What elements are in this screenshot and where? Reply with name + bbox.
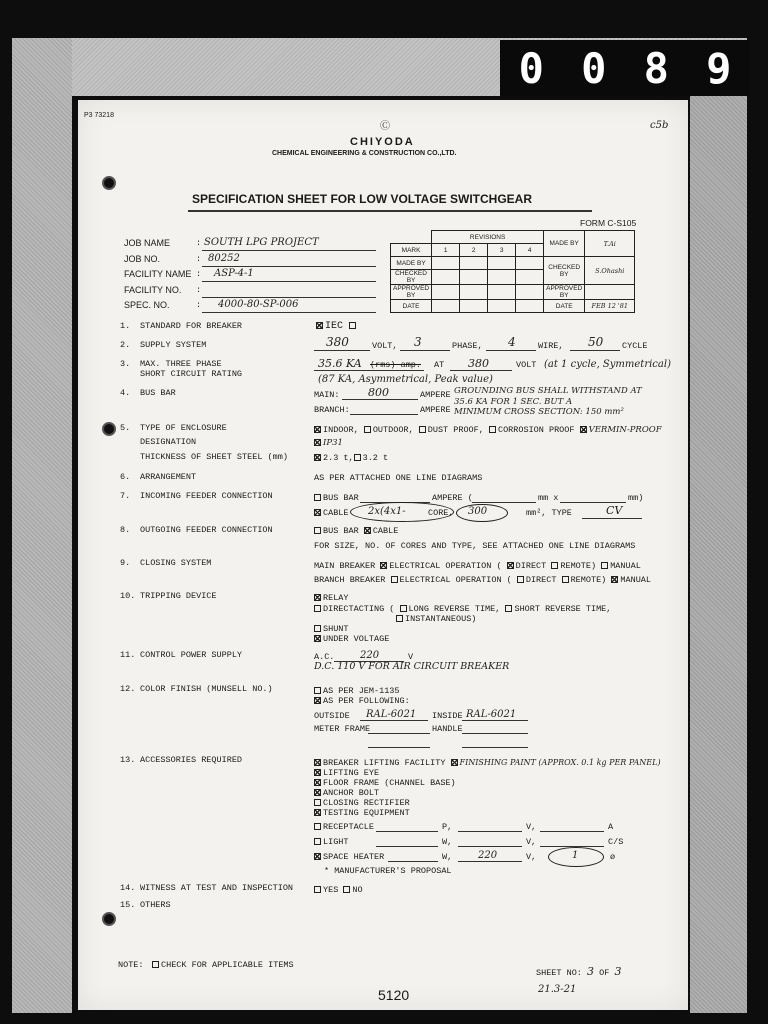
outgoing-options [314,527,398,536]
facility-no-label: FACILITY NO. [124,285,182,295]
item-number: 1. [120,321,131,331]
field-line [486,350,536,351]
checkbox-icon [314,625,321,632]
revision-mark: 3 [488,244,516,257]
item-number: 13. [120,755,136,765]
ip-value: IP31 [323,438,343,448]
outside-color-value: RAL-6021 [366,709,417,720]
p-unit: P, [442,822,453,832]
volt-unit: VOLT, [372,341,398,351]
scan-border-right [690,96,747,1013]
checkbox-icon [314,789,321,796]
directacting-option [314,605,611,614]
checkbox-icon [316,322,323,329]
rev-approved-by-label: APPROVED BY [391,285,432,300]
outgoing-note: FOR SIZE, NO. OF CORES AND TYPE, SEE ATTACHED ONE LINE DIAGRAMS [314,541,636,551]
field-line [400,350,450,351]
item-number: 7. [120,491,131,501]
made-by-value: T.Ai [585,231,635,257]
manufacturer-note: * MANUFACTURER'S PROPOSAL [324,866,452,876]
accessories-label: ACCESSORIES REQUIRED [140,755,243,765]
ac-label: A.C. [314,652,335,662]
checkbox-icon [580,426,587,433]
rev-checked-by-label: CHECKED BY [391,270,432,285]
ampere-label: AMPERE [420,390,451,400]
supply-cycle-value: 50 [588,335,604,349]
supply-system-label: SUPPLY SYSTEM [140,340,207,350]
checkbox-icon [314,853,321,860]
counter-digit: 0 [581,43,607,93]
facility-name-label: FACILITY NAME [124,269,192,279]
company-name: CHIYODA [350,136,415,148]
enclosure-options [314,426,662,435]
field-line [570,350,620,351]
no-label: NO [352,885,363,895]
made-by-label: MADE BY [544,231,585,257]
designation-option [314,439,343,448]
supply-volt-value: 380 [326,335,349,349]
sheet-total: 3 [614,965,622,978]
field-line [450,370,512,371]
punch-hole-icon [102,176,116,190]
branch-label: BRANCH: [314,405,350,415]
inside-label: INSIDE [432,711,463,721]
checkbox-icon [314,838,321,845]
outdoor-label: OUTDOOR, [372,425,414,435]
short-circuit-label-1: MAX. THREE PHASE [140,359,222,369]
form-reference: P3 73218 [84,112,114,119]
cycle-unit: CYCLE [622,341,648,351]
a-unit: A [608,822,614,832]
checkbox-icon [451,759,458,766]
thickness-label: THICKNESS OF SHEET STEEL (mm) [140,452,288,462]
sheet-no: 3 [587,965,595,978]
item-number: 11. [120,650,136,660]
wire-unit: WIRE, [538,341,564,351]
rev-date-label: DATE [391,300,432,313]
field-line [342,399,418,400]
short-reverse-label: SHORT REVERSE TIME, [514,604,612,614]
corner-code: c5b [650,120,669,131]
checkbox-icon [551,562,558,569]
accessory-floor-frame [314,779,456,788]
inside-color-value: RAL-6021 [466,709,517,720]
short-circuit-note-2: (87 KA, Asymmetrical, Peak value) [318,374,493,385]
shunt-label: SHUNT [323,624,349,634]
spec-no-label: SPEC. NO. [124,300,170,310]
item-number: 9. [120,558,131,568]
short-circuit-label-2: SHORT CIRCUIT RATING [140,369,243,379]
approved-by-label: APPROVED BY [544,285,585,300]
facility-name-value: ASP-4-1 [214,268,254,279]
scan-border-left [12,38,72,1013]
job-name-label: JOB NAME [124,238,171,248]
main-label: MAIN: [314,390,340,400]
remote-label: REMOTE) [560,561,597,571]
yes-label: YES [323,885,339,895]
rev-made-by-label: MADE BY [391,257,432,270]
checkbox-icon [314,605,321,612]
job-no-line [202,266,376,267]
checkbox-icon [314,594,321,601]
mm-label: mm x [538,493,559,503]
core-label: CORE, [428,508,454,518]
meter-frame-label: METER FRAME [314,724,371,734]
ampere-label: AMPERE [420,405,451,415]
checkbox-icon [314,687,321,694]
handle-label: HANDLE [432,724,463,734]
item-number: 4. [120,388,131,398]
instantaneous-label: INSTANTANEOUS) [405,614,477,624]
electrical-operation-label: ELECTRICAL OPERATION ( [399,575,512,585]
iec-option [316,321,358,332]
revision-mark: 4 [516,244,544,257]
field-line [314,370,424,371]
testing-equipment-label: TESTING EQUIPMENT [323,808,410,818]
colon: : [196,285,202,295]
following-label: AS PER FOLLOWING: [323,696,410,706]
instantaneous-option [396,615,476,624]
arrangement-label: ARRANGEMENT [140,472,197,482]
thickness-options [314,454,388,463]
indoor-label: INDOOR, [323,425,359,435]
phase-symbol: ø [610,852,616,862]
field-line [582,518,642,519]
enclosure-label: TYPE OF ENCLOSURE [140,423,227,433]
directacting-label: DIRECTACTING ( [323,604,395,614]
iec-label: IEC [325,321,344,332]
finishing-paint-note: FINISHING PAINT (APPROX. 0.1 kg PER PANEL) [459,758,661,767]
field-line [458,831,522,832]
form-number: FORM C-S105 [580,218,637,228]
item-number: 14. [120,883,136,893]
spec-sheet [78,100,688,1010]
witness-options [314,886,363,895]
handwritten-date: 21.3-21 [538,984,577,995]
item-number: 10. [120,591,136,601]
jem-label: AS PER JEM-1135 [323,686,400,696]
closing-system-label: CLOSING SYSTEM [140,558,212,568]
busbar-label: BUS BAR [323,493,359,503]
relay-option [314,594,349,603]
checkbox-icon [314,799,321,806]
sheet-of: OF [599,968,610,978]
standard-breaker-label: STANDARD FOR BREAKER [140,321,243,331]
item-number: 5. [120,423,131,433]
short-circuit-at-volt: 380 [468,357,489,370]
color-finish-label: COLOR FINISH (MUNSELL NO.) [140,684,273,694]
checkbox-icon [152,961,159,968]
checkbox-icon [343,886,350,893]
revisions-table [390,230,635,313]
long-reverse-label: LONG REVERSE TIME, [408,604,501,614]
incoming-busbar-option [314,494,359,503]
checkbox-icon [364,527,371,534]
field-line [462,733,528,734]
phase-unit: PHASE, [452,341,483,351]
designation-label: DESIGNATION [140,437,197,447]
item-number: 6. [120,472,131,482]
checkbox-icon [314,779,321,786]
checkbox-icon [314,527,321,534]
main-breaker-row [314,562,641,571]
checkbox-icon [314,809,321,816]
counter-digit: 8 [643,43,669,93]
checkbox-icon [349,322,356,329]
direct-label: DIRECT [515,561,547,571]
counter-digit: 0 [518,43,544,93]
incoming-type-value: CV [606,504,623,517]
cs-unit: C/S [608,837,624,847]
thickness-3-2: 3.2 t [362,453,389,463]
field-line [368,733,430,734]
checkbox-icon [419,426,426,433]
accessory-lifting-eye [314,769,379,778]
accessory-testing-equipment [314,809,410,818]
grounding-note-2: 35.6 KA FOR 1 SEC. BUT A [454,397,573,407]
grounding-note-1: GROUNDING BUS SHALL WITHSTAND AT [454,386,642,396]
accessory-closing-rectifier [314,799,410,808]
date-value: FEB 12 '81 [585,300,635,313]
grounding-note-3: MINIMUM CROSS SECTION: 150 mm² [454,407,624,417]
incoming-feeder-label: INCOMING FEEDER CONNECTION [140,491,273,501]
mm2-type-label: mm², TYPE [526,508,572,518]
checkbox-icon [380,562,387,569]
field-line [368,747,430,748]
space-heater-label: SPACE HEATER [323,852,385,862]
checkbox-icon [314,697,321,704]
floor-frame-label: FLOOR FRAME (CHANNEL BASE) [323,778,456,788]
checkbox-icon [314,759,321,766]
checkbox-icon [611,576,618,583]
frame-counter [500,40,750,96]
job-name-line [202,250,376,251]
field-line [314,350,370,351]
branch-breaker-label: BRANCH BREAKER [314,575,386,585]
at-label: AT [434,360,445,370]
checkbox-icon [601,562,608,569]
field-line [462,720,528,721]
checkbox-icon [391,576,398,583]
checkbox-icon [400,605,407,612]
sheet-number-row [536,966,621,978]
volt-unit: V [408,652,414,662]
colon: : [196,238,202,248]
w-unit: W, [442,852,453,862]
anchor-bolt-label: ANCHOR BOLT [323,788,380,798]
remote-label: REMOTE) [570,575,607,585]
accessory-lifting-facility [314,759,661,768]
field-line [472,502,536,503]
checkbox-icon [354,454,361,461]
ampere-label: AMPERE ( [432,493,473,503]
direct-label: DIRECT [525,575,557,585]
item-number: 3. [120,359,131,369]
receptacle-option [314,823,374,832]
checked-by-value: S.Ohashi [585,257,635,285]
field-line [458,861,522,862]
following-option [314,697,410,706]
space-heater-option [314,853,384,862]
checkbox-icon [489,426,496,433]
facility-name-line [202,281,376,282]
arrangement-value: AS PER ATTACHED ONE LINE DIAGRAMS [314,473,483,483]
short-circuit-value: 35.6 KA [318,357,362,370]
supply-phase-value: 3 [414,335,422,349]
checkbox-icon [314,886,321,893]
colon: : [196,254,202,264]
tripping-device-label: TRIPPING DEVICE [140,591,217,601]
job-name-value: SOUTH LPG PROJECT [204,237,319,248]
outside-label: OUTSIDE [314,711,350,721]
note-text-row [152,961,294,970]
job-no-label: JOB NO. [124,254,161,264]
manual-label: MANUAL [620,575,652,585]
company-full-name: CHEMICAL ENGINEERING & CONSTRUCTION CO.,LTD. [272,150,457,157]
outgoing-feeder-label: OUTGOING FEEDER CONNECTION [140,525,273,535]
busbar-label: BUS BAR [323,526,359,536]
field-line [458,846,522,847]
checkbox-icon [314,439,321,446]
item-number: 12. [120,684,136,694]
v-unit: V, [526,822,537,832]
ac-value: 220 [360,650,380,661]
spec-no-value: 4000-80-SP-006 [218,299,299,310]
punch-hole-icon [102,912,116,926]
thickness-2-3: 2.3 t, [323,453,354,463]
incoming-cable-option [314,509,349,518]
title-underline [188,210,592,212]
colon: : [196,300,202,310]
checkbox-icon [562,576,569,583]
corrosion-proof-label: CORROSION PROOF [497,425,575,435]
dust-proof-label: DUST PROOF, [427,425,484,435]
accessory-anchor-bolt [314,789,379,798]
field-line [360,720,428,721]
note-label: NOTE: [118,960,144,970]
checkbox-icon [314,494,321,501]
checkbox-icon [314,454,321,461]
jem-option [314,687,400,696]
field-line [376,846,438,847]
counter-digit: 9 [706,43,732,93]
manual-label: MANUAL [610,561,641,571]
revision-mark: 2 [460,244,488,257]
lifting-facility-label: BREAKER LIFTING FACILITY [323,758,446,768]
v-unit: V, [526,837,537,847]
mark-label: MARK [391,244,432,257]
incoming-size-value: 300 [468,506,488,517]
colon: : [196,269,202,279]
shunt-option [314,625,349,634]
witness-test-label: WITNESS AT TEST AND INSPECTION [140,883,294,893]
mm-close-label: mm) [628,493,644,503]
checkbox-icon [505,605,512,612]
date-label: DATE [544,300,585,313]
cable-label: CABLE [372,526,399,536]
checkbox-icon [517,576,524,583]
field-line [560,502,626,503]
v-unit: V, [526,852,537,862]
light-option [314,838,349,847]
item-number: 2. [120,340,131,350]
lifting-eye-label: LIFTING EYE [323,768,380,778]
field-line [350,414,418,415]
others-label: OTHERS [140,900,171,910]
note-text: CHECK FOR APPLICABLE ITEMS [161,960,294,970]
light-label: LIGHT [323,837,349,847]
revision-mark: 1 [432,244,460,257]
receptacle-label: RECEPTACLE [323,822,375,832]
job-no-value: 80252 [208,253,240,264]
control-power-label: CONTROL POWER SUPPLY [140,650,243,660]
w-unit: W, [442,837,453,847]
item-number: 15. [120,900,136,910]
sheet-title: SPECIFICATION SHEET FOR LOW VOLTAGE SWITCHGEAR [192,192,532,206]
company-logo-icon: Ⓒ [380,122,390,133]
bus-main-value: 800 [368,386,389,399]
checkbox-icon [314,509,321,516]
checkbox-icon [396,615,403,622]
volt-unit: VOLT [516,360,537,370]
rms-amp-struck: (rms) amp. [370,360,422,370]
heater-phase-value: 1 [572,850,579,861]
field-line [540,831,604,832]
closing-rectifier-label: CLOSING RECTIFIER [323,798,410,808]
checkbox-icon [314,426,321,433]
checkbox-icon [364,426,371,433]
field-line [376,831,438,832]
supply-wire-value: 4 [508,335,516,349]
relay-label: RELAY [323,593,349,603]
heater-volt-value: 220 [478,850,498,861]
item-number: 8. [120,525,131,535]
electrical-operation-label: ELECTRICAL OPERATION ( [389,561,502,571]
vermin-proof-label: VERMIN-PROOF [588,425,662,435]
field-line [462,747,528,748]
under-voltage-option [314,635,389,644]
revisions-title: REVISIONS [432,231,544,244]
page-number: 5120 [378,987,410,1003]
checkbox-icon [314,769,321,776]
bus-bar-label: BUS BAR [140,388,176,398]
checkbox-icon [314,823,321,830]
checkbox-icon [507,562,514,569]
branch-breaker-row [314,576,651,585]
under-voltage-label: UNDER VOLTAGE [323,634,390,644]
spec-no-line [202,312,376,313]
main-breaker-label: MAIN BREAKER [314,561,376,571]
punch-hole-icon [102,422,116,436]
facility-no-line [202,297,376,298]
cable-label: CABLE [323,508,349,518]
checkbox-icon [314,635,321,642]
dc-note: D.C. 110 V FOR AIR CIRCUIT BREAKER [314,661,510,672]
short-circuit-note-1: (at 1 cycle, Symmetrical) [544,359,671,370]
sheet-label: SHEET NO: [536,968,582,978]
field-line [388,861,438,862]
checked-by-label: CHECKED BY [544,257,585,285]
incoming-cores-value: 2x(4x1- [368,506,406,517]
